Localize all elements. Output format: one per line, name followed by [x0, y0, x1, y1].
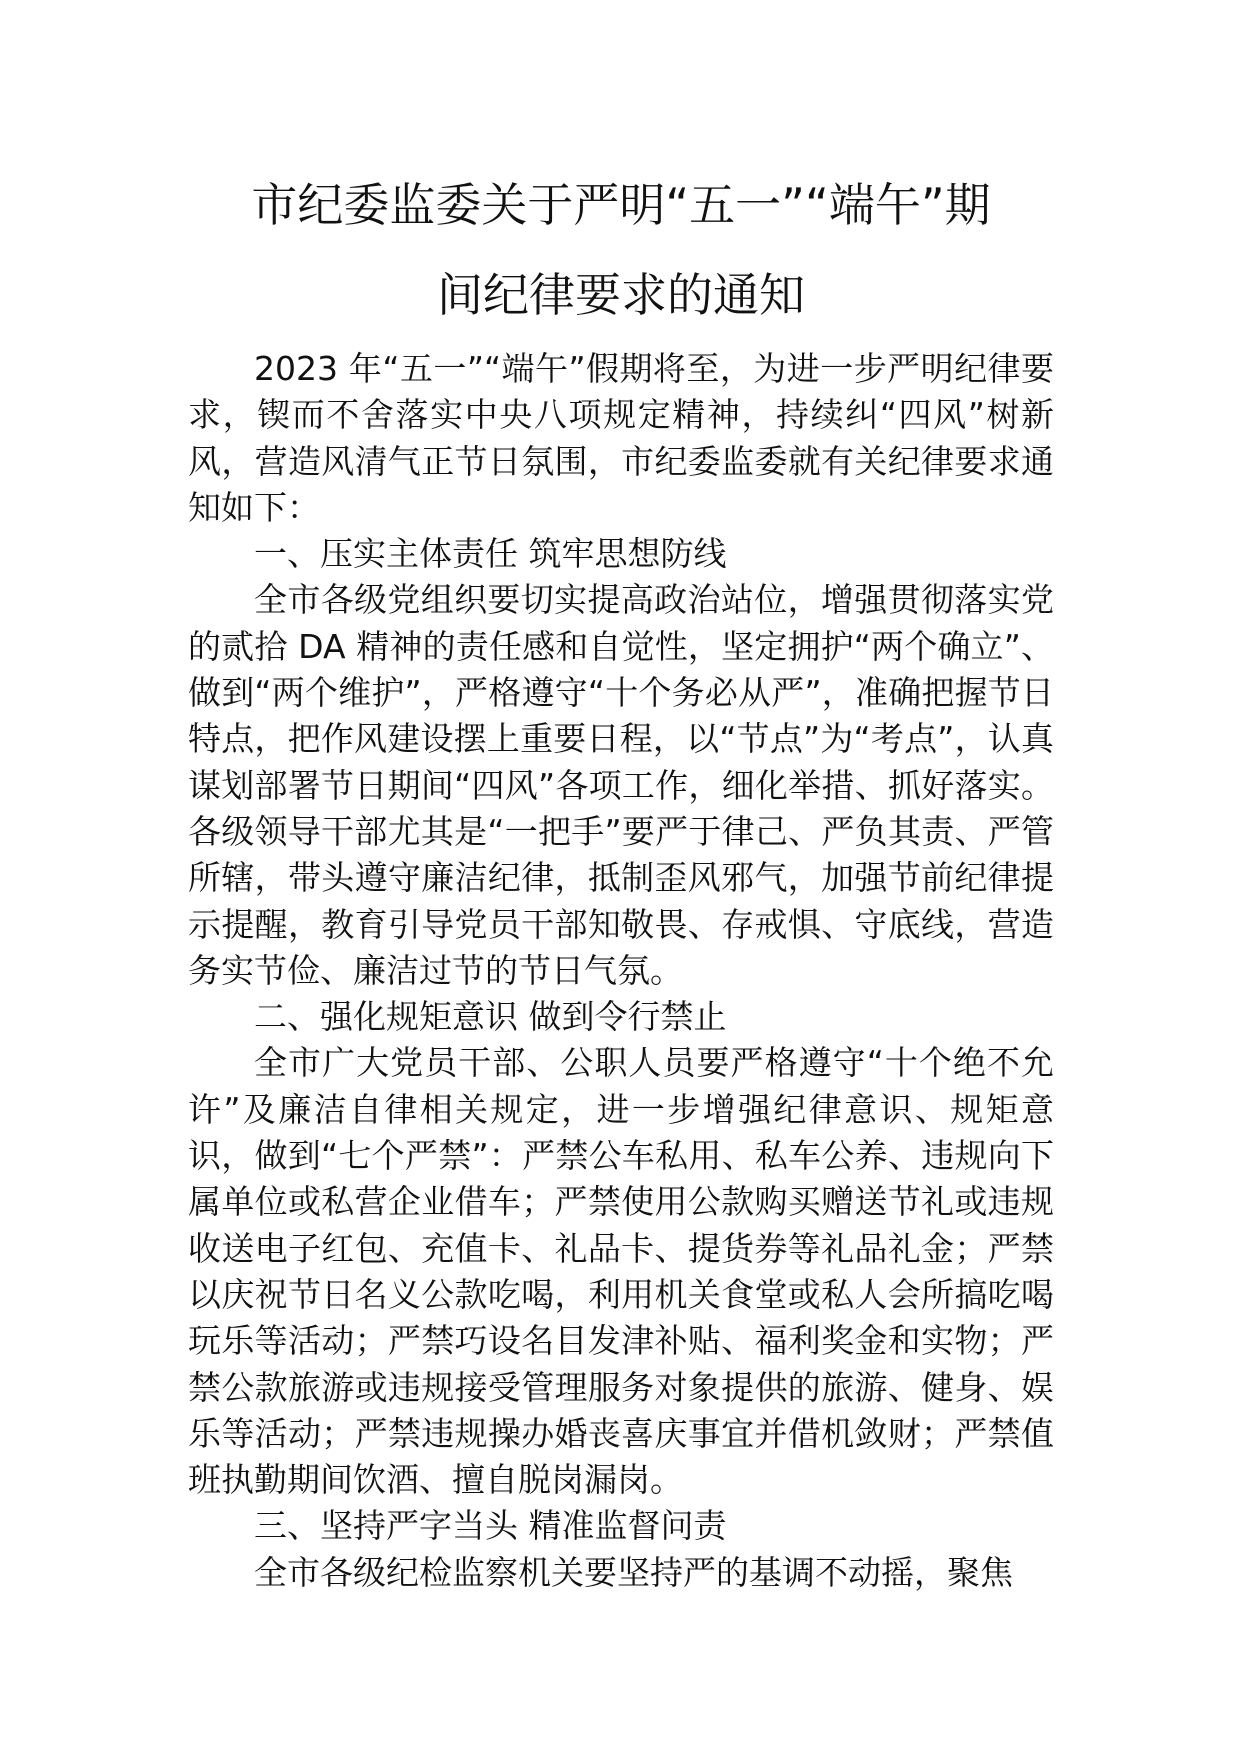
title-line-2: 间纪律要求的通知: [437, 268, 805, 322]
section-2-paragraph: 全市广大党员干部、公职人员要严格遵守“十个绝不允许”及廉洁自律相关规定，进一步增强纪律意识、规矩意识，做到“七个严禁”：严禁公车私用、私车公养、违规向下属单位或私营企业借车；严禁使用公款购买赠送节礼或违规收送电子红包、充值卡、礼品卡、提货券等礼品礼金；严禁以庆祝节日名义公款吃喝，利用机关食堂或私人会所搞吃喝玩乐等活动；严禁巧设名目发津补贴、福利奖金和实物；严禁公款旅游或违规接受管理服务对象提供的旅游、健身、娱乐等活动；严禁违规操办婚丧喜庆事宜并借机敛财；严禁值班执勤期间饮酒、擅自脱岗漏岗。: [188, 1043, 1054, 1500]
section-3-heading: 三、坚持严字当头 精准监督问责: [254, 1506, 727, 1546]
section-1-paragraph: 全市各级党组织要切实提高政治站位，增强贯彻落实党的贰拾 DA 精神的责任感和自觉性，坚定拥护“两个确立”、做到“两个维护”，严格遵守“十个务必从严”，准确把握节日特点，把作风建设摆上重要日程，以“节点”为“考点”，认真谋划部署节日期间“四风”各项工作，细化举措、抓好落实。各级领导干部尤其是“一把手”要严于律己、严负其责、严管所辖，带头遵守廉洁纪律，抵制歪风邪气，加强节前纪律提示提醒，教育引导党员干部知敬畏、存戒惧、守底线，营造务实节俭、廉洁过节的节日气氛。: [188, 580, 1054, 990]
title-line-1: 市纪委监委关于严明“五一”“端午”期: [251, 178, 991, 232]
section-2-heading: 二、强化规矩意识 做到令行禁止: [254, 997, 727, 1037]
document-title: [188, 160, 1054, 340]
intro-paragraph: 2023 年“五一”“端午”假期将至，为进一步严明纪律要求，锲而不舍落实中央八项规定精神，持续纠“四风”树新风，营造风清气正节日氛围，市纪委监委就有关纪律要求通知如下：: [188, 349, 1054, 527]
section-3-paragraph: 全市各级纪检监察机关要坚持严的基调不动摇，聚焦: [254, 1552, 1013, 1592]
document-body: [188, 346, 1054, 1596]
document-page: [188, 160, 1054, 1596]
section-1-heading: 一、压实主体责任 筑牢思想防线: [254, 534, 727, 574]
